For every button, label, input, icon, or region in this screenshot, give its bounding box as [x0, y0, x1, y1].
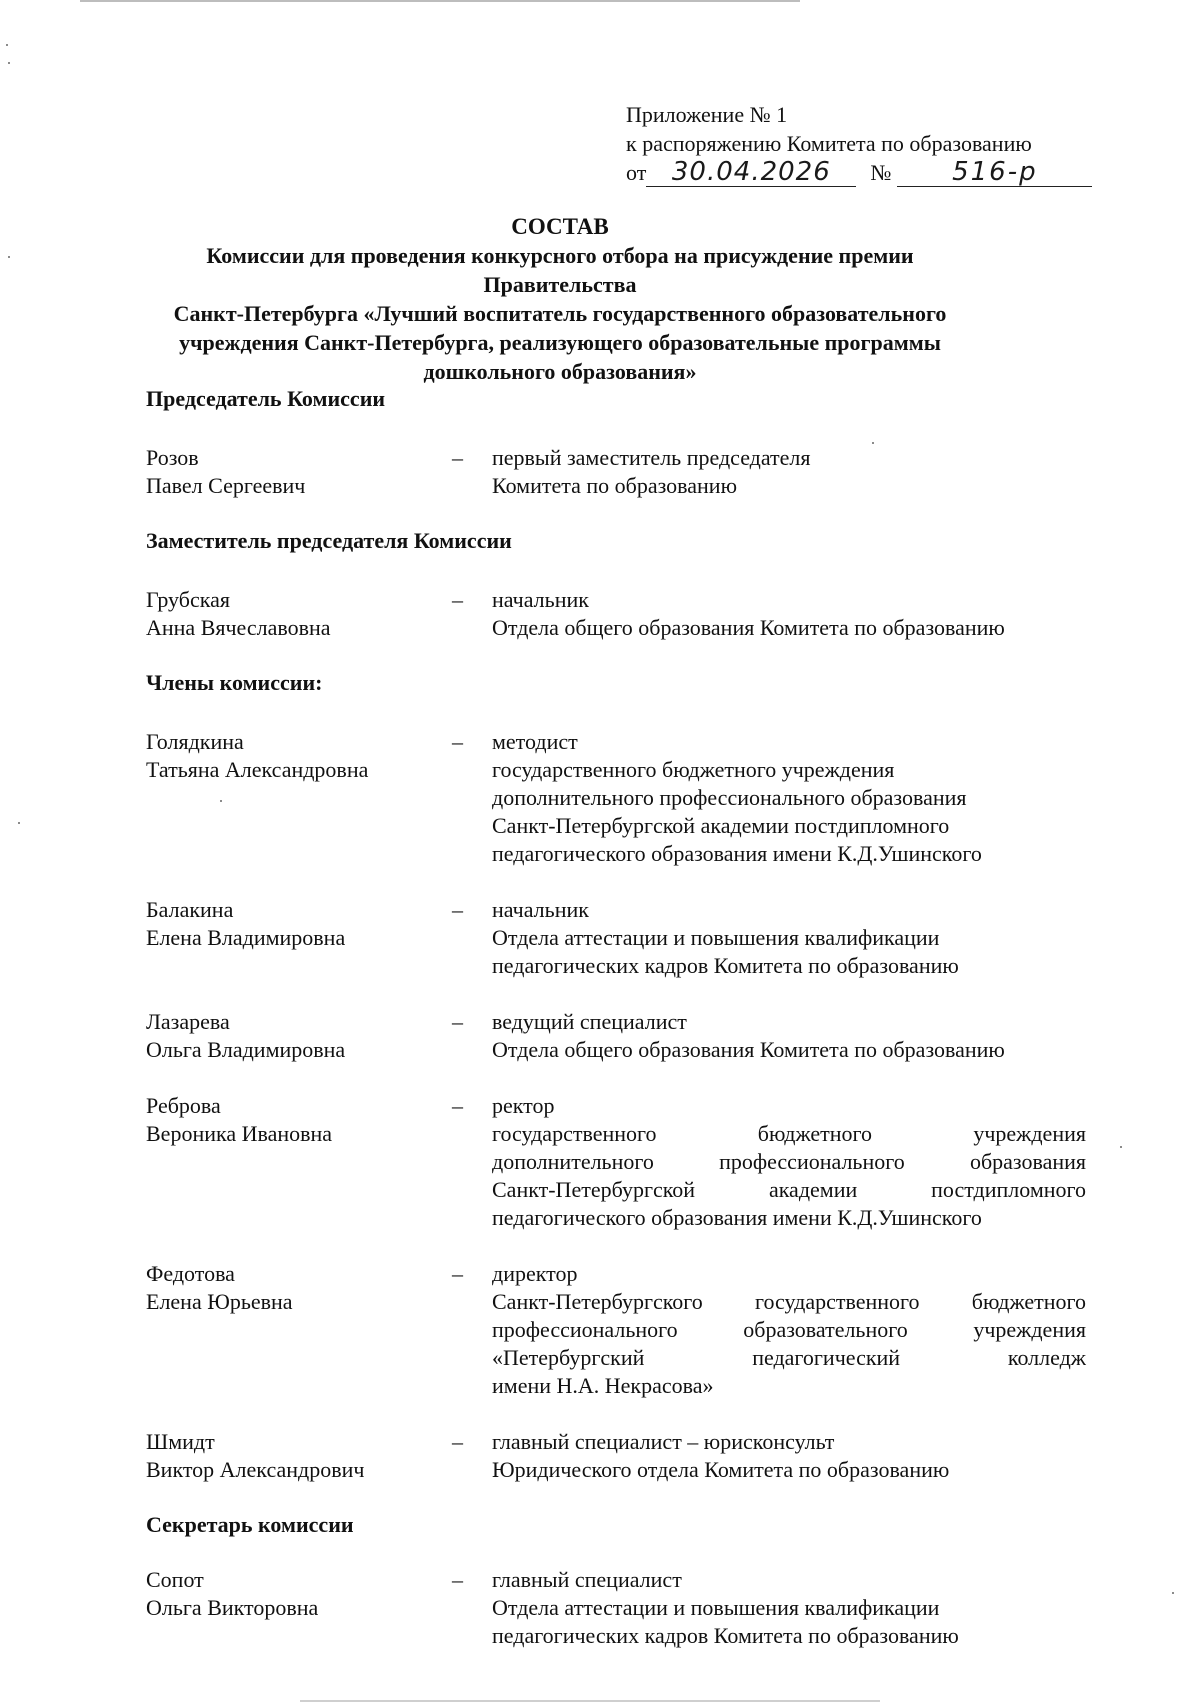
appendix-order-ref: к распоряжению Комитета по образованию	[626, 131, 1032, 156]
member-surname: Федотова	[146, 1261, 235, 1286]
dash-separator: –	[452, 729, 463, 754]
member-surname: Шмидт	[146, 1429, 215, 1454]
number-label: №	[870, 160, 892, 185]
handwritten-date: 30.04.2026	[646, 158, 856, 187]
document-title: СОСТАВ	[511, 214, 609, 239]
role-line: государственного бюджетного учреждения	[492, 757, 895, 782]
dash-separator: –	[452, 1009, 463, 1034]
role-line: Комитета по образованию	[492, 473, 738, 498]
scan-speck	[220, 800, 222, 802]
dash-separator: –	[452, 1093, 463, 1118]
scan-speck	[18, 822, 20, 824]
role-line: педагогического образования имени К.Д.Ушинского	[492, 1205, 982, 1230]
appendix-date-row	[626, 158, 1092, 187]
role-line: педагогического образования имени К.Д.Ушинского	[492, 841, 982, 866]
role-line: начальник	[492, 897, 589, 922]
member-name	[146, 1260, 446, 1316]
member-surname: Балакина	[146, 897, 234, 922]
role-line: главный специалист	[492, 1567, 682, 1592]
member-given-names: Ольга Владимировна	[146, 1037, 346, 1062]
from-label: от	[626, 160, 647, 185]
member-name	[146, 896, 446, 952]
role-line: ректор	[492, 1093, 555, 1118]
role-line: первый заместитель председателя	[492, 445, 811, 470]
role-line: профессионального образовательного учреждения	[492, 1317, 1086, 1342]
role-line: «Петербургский педагогический колледж	[492, 1345, 1086, 1370]
member-name	[146, 728, 446, 784]
dash-separator: –	[452, 1567, 463, 1592]
member-role	[492, 444, 1086, 500]
member-role	[492, 728, 1086, 868]
role-line: педагогических кадров Комитета по образованию	[492, 953, 959, 978]
heading-line: учреждения Санкт-Петербурга, реализующего образовательные программы	[179, 330, 941, 355]
member-role	[492, 1566, 1086, 1650]
member-surname: Розов	[146, 445, 199, 470]
section-vice-chair: Заместитель председателя Комиссии	[146, 528, 512, 553]
scan-speck	[8, 62, 10, 64]
scan-artifact-top	[80, 0, 800, 2]
dash-separator: –	[452, 445, 463, 470]
scan-speck	[8, 256, 10, 258]
appendix-title: Приложение № 1	[626, 102, 788, 127]
member-role	[492, 1428, 1086, 1484]
handwritten-number: 516-р	[897, 158, 1092, 187]
member-given-names: Павел Сергеевич	[146, 473, 306, 498]
scan-speck	[1172, 1592, 1174, 1594]
role-line: Отдела общего образования Комитета по образованию	[492, 615, 1005, 640]
member-given-names: Елена Юрьевна	[146, 1289, 293, 1314]
role-line: Санкт-Петербургской академии постдипломного	[492, 1177, 1086, 1202]
member-given-names: Ольга Викторовна	[146, 1595, 319, 1620]
role-line: главный специалист – юрисконсульт	[492, 1429, 835, 1454]
member-given-names: Виктор Александрович	[146, 1457, 365, 1482]
heading-line: Комиссии для проведения конкурсного отбора на присуждение премии Правительства	[206, 243, 914, 297]
scan-artifact-bottom	[300, 1700, 880, 1702]
member-surname: Грубская	[146, 587, 230, 612]
role-line: дополнительного профессионального образования	[492, 1149, 1086, 1174]
role-line: педагогических кадров Комитета по образованию	[492, 1623, 959, 1648]
scan-speck	[6, 44, 8, 46]
member-surname: Реброва	[146, 1093, 221, 1118]
member-name	[146, 1008, 446, 1064]
member-given-names: Вероника Ивановна	[146, 1121, 333, 1146]
role-line: дополнительного профессионального образования	[492, 785, 967, 810]
role-line: методист	[492, 729, 578, 754]
member-given-names: Татьяна Александровна	[146, 757, 369, 782]
member-role	[492, 586, 1086, 642]
role-line: ведущий специалист	[492, 1009, 687, 1034]
role-line: Санкт-Петербургской академии постдипломного	[492, 813, 950, 838]
role-line: начальник	[492, 587, 589, 612]
role-line: директор	[492, 1261, 578, 1286]
section-secretary: Секретарь комиссии	[146, 1512, 354, 1537]
section-chair: Председатель Комиссии	[146, 386, 386, 411]
member-surname: Голядкина	[146, 729, 244, 754]
role-line: Санкт-Петербургского государственного бюджетного	[492, 1289, 1086, 1314]
section-members: Члены комиссии:	[146, 670, 323, 695]
member-surname: Сопот	[146, 1567, 204, 1592]
role-line: Отдела аттестации и повышения квалификации	[492, 925, 940, 950]
member-role	[492, 896, 1086, 980]
member-given-names: Елена Владимировна	[146, 925, 346, 950]
member-role	[492, 1260, 1086, 1400]
dash-separator: –	[452, 897, 463, 922]
role-line: Отдела общего образования Комитета по образованию	[492, 1037, 1005, 1062]
member-name	[146, 1092, 446, 1148]
dash-separator: –	[452, 1429, 463, 1454]
role-line: Отдела аттестации и повышения квалификации	[492, 1595, 940, 1620]
member-role	[492, 1092, 1086, 1232]
role-line: Юридического отдела Комитета по образованию	[492, 1457, 950, 1482]
member-surname: Лазарева	[146, 1009, 230, 1034]
member-name	[146, 1428, 446, 1484]
scan-speck	[1120, 1146, 1122, 1148]
appendix-block	[626, 100, 1092, 187]
heading-line: дошкольного образования»	[423, 359, 697, 384]
dash-separator: –	[452, 1261, 463, 1286]
document-heading	[140, 212, 980, 386]
member-name	[146, 586, 446, 642]
member-name	[146, 1566, 446, 1622]
dash-separator: –	[452, 587, 463, 612]
heading-line: Санкт-Петербурга «Лучший воспитатель государственного образовательного	[173, 301, 947, 326]
member-name	[146, 444, 446, 500]
role-line: имени Н.А. Некрасова»	[492, 1373, 714, 1398]
role-line: государственного бюджетного учреждения	[492, 1121, 1086, 1146]
member-given-names: Анна Вячеславовна	[146, 615, 331, 640]
member-role	[492, 1008, 1086, 1064]
